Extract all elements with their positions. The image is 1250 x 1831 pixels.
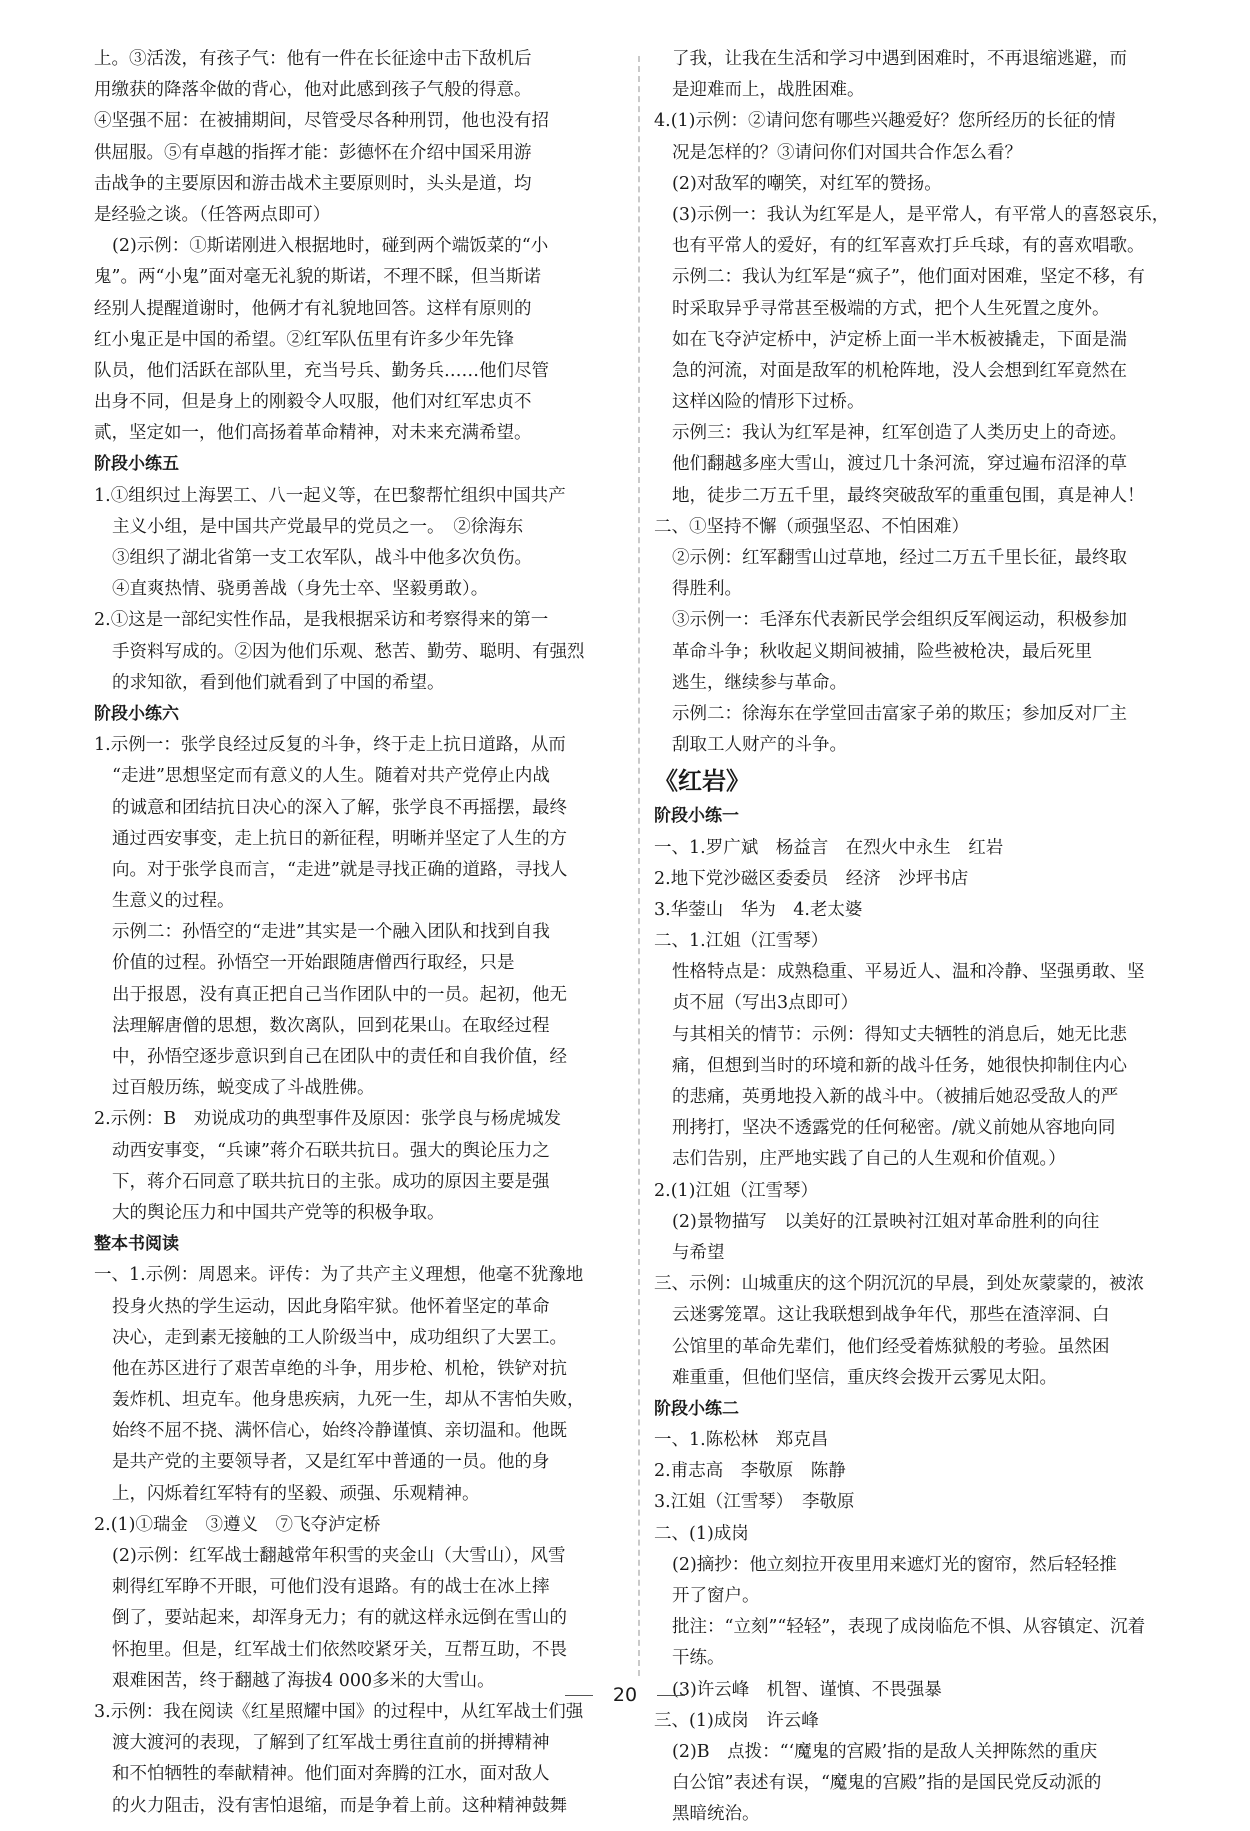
text-line: 开了窗户。	[672, 1586, 760, 1606]
column-divider	[638, 56, 640, 1676]
text-line: 一、1.陈松林 郑克昌	[654, 1430, 829, 1451]
text-line: 过百般历练，蜕变成了斗战胜佛。	[112, 1078, 375, 1099]
section-heading: 阶段小练一	[654, 806, 739, 827]
text-line: 投身火热的学生运动，因此身陷牢狱。他怀着坚定的革命	[112, 1296, 550, 1317]
text-line: 通过西安事变，走上抗日的新征程，明晰并坚定了人生的方	[112, 828, 567, 849]
text-line: 是共产党的主要领导者，又是红军中普通的一员。他的身	[112, 1452, 550, 1473]
text-line: 痛，但想到当时的环境和新的战斗任务，她很快抑制住内心	[672, 1055, 1127, 1076]
text-line: ③示例一：毛泽东代表新民学会组织反军阀运动，积极参加	[672, 610, 1127, 631]
text-line: 性格特点是：成熟稳重、平易近人、温和冷静、坚强勇敢、坚	[672, 962, 1145, 983]
text-line: 和不怕牺牲的奉献精神。他们面对奔腾的江水，面对敌人	[112, 1764, 550, 1785]
text-line: 二、①坚持不懈（顽强坚忍、不怕困难）	[654, 516, 969, 537]
text-line: 队员，他们活跃在部队里，充当号兵、勤务兵……他们尽管	[94, 360, 549, 381]
text-line: 的诚意和团结抗日决心的深入了解，张学良不再摇摆，最终	[112, 797, 567, 818]
left-column	[94, 44, 624, 1822]
text-line: 3.华蓥山 华为 4.老太婆	[654, 899, 863, 920]
text-line: 示例三：我认为红军是神，红军创造了人类历史上的奇迹。	[672, 423, 1127, 444]
text-line: 白公馆”表述有误，“魔鬼的宫殿”指的是国民党反动派的	[672, 1773, 1102, 1794]
text-line: 上，闪烁着红军特有的坚毅、顽强、乐观精神。	[112, 1483, 480, 1504]
text-line: 示例二：我认为红军是“疯子”，他们面对困难，坚定不移，有	[672, 267, 1145, 288]
text-line: 他在苏区进行了艰苦卓绝的斗争，用步枪、机枪，铁铲对抗	[112, 1358, 567, 1379]
page-footer	[0, 1684, 1250, 1706]
page-number: 20	[612, 1684, 638, 1706]
text-line: 2.地下党沙磁区委委员 经济 沙坪书店	[654, 868, 969, 889]
text-line: 三、(1)成岗 许云峰	[654, 1710, 819, 1731]
text-line: 动西安事变，“兵谏”蒋介石联共抗日。强大的舆论压力之	[112, 1140, 550, 1161]
text-line: 志们告别，庄严地实践了自己的人生观和价值观。）	[672, 1149, 1066, 1170]
section-heading: 《红岩》	[654, 767, 750, 796]
text-line: ②示例：红军翻雪山过草地，经过二万五千里长征，最终取	[672, 548, 1127, 568]
text-line: 的火力阻击，没有害怕退缩，而是争着上前。这种精神鼓舞	[112, 1795, 567, 1816]
text-line: 是迎难而上，战胜困难。	[672, 80, 865, 101]
text-line: ③组织了湖北省第一支工农军队，战斗中他多次负伤。	[112, 548, 532, 568]
text-line: 与其相关的情节：示例：得知丈夫牺牲的消息后，她无比悲	[672, 1024, 1127, 1045]
text-line: 时采取异乎寻常甚至极端的方式，把个人生死置之度外。	[672, 298, 1110, 319]
text-line: 的悲痛，英勇地投入新的战斗中。（被捕后她忍受敌人的严	[672, 1087, 1119, 1107]
text-line: 逃生，继续参与革命。	[672, 672, 847, 693]
text-line: 地，徒步二万五千里，最终突破敌军的重重包围，真是神人！	[672, 485, 1145, 506]
text-line: 1.示例一：张学良经过反复的斗争，终于走上抗日道路，从而	[94, 735, 566, 756]
text-line: 2.①这是一部纪实性作品，是我根据采访和考察得来的第一	[94, 610, 549, 631]
text-line: 黑暗统治。	[672, 1804, 760, 1825]
text-line: 了我，让我在生活和学习中遇到困难时，不再退缩逃避，而	[672, 49, 1127, 69]
section-heading: 阶段小练五	[94, 454, 179, 475]
text-line: 云迷雾笼罩。这让我联想到战争年代，那些在渣滓洞、白	[672, 1305, 1110, 1326]
text-line: 公馆里的革命先辈们，他们经受着炼狱般的考验。虽然困	[672, 1336, 1110, 1357]
text-line: 轰炸机、坦克车。他身患疾病，九死一生，却从不害怕失败，	[112, 1390, 585, 1411]
text-line: 这样凶险的情形下过桥。	[672, 392, 865, 413]
right-column	[654, 44, 1184, 1831]
text-line: (2)示例：①斯诺刚进入根据地时，碰到两个端饭菜的“小	[112, 236, 549, 257]
footer-dash-right	[657, 1695, 685, 1696]
footer-dash-left	[565, 1695, 593, 1696]
text-line: 2.(1)江姐（江雪琴）	[654, 1180, 818, 1201]
text-line: 急的河流，对面是敌军的机枪阵地，没人会想到红军竟然在	[672, 360, 1127, 381]
text-line: 干练。	[672, 1648, 725, 1669]
text-line: 贰，坚定如一，他们高扬着革命精神，对未来充满希望。	[94, 423, 532, 444]
text-line: (2)景物描写 以美好的江景映衬江姐对革命胜利的向往	[672, 1211, 1100, 1232]
text-line: 是经验之谈。（任答两点即可）	[94, 204, 331, 225]
text-line: 鬼”。两“小鬼”面对毫无礼貌的斯诺，不理不睬，但当斯诺	[94, 267, 541, 288]
text-line: 刑拷打，坚决不透露党的任何秘密。/就义前她从容地向同	[672, 1118, 1116, 1139]
text-line: 供屈服。⑤有卓越的指挥才能：彭德怀在介绍中国采用游	[94, 142, 532, 163]
text-line: 如在飞夺泸定桥中，泸定桥上面一半木板被撬走，下面是湍	[672, 329, 1127, 350]
text-line: 2.甫志高 李敬原 陈静	[654, 1461, 846, 1482]
text-line: 示例二：孙悟空的“走进”其实是一个融入团队和找到自我	[112, 922, 550, 943]
text-line: “走进”思想坚定而有意义的人生。随着对共产党停止内战	[112, 766, 550, 787]
text-line: 难重重，但他们坚信，重庆终会拨开云雾见太阳。	[672, 1367, 1057, 1388]
text-line: 决心，走到素无接触的工人阶级当中，成功组织了大罢工。	[112, 1327, 567, 1348]
text-line: 怀抱里。但是，红军战士们依然咬紧牙关，互帮互助，不畏	[112, 1639, 567, 1660]
section-heading: 阶段小练六	[94, 703, 179, 724]
text-line: 红小鬼正是中国的希望。②红军队伍里有许多少年先锋	[94, 329, 514, 350]
section-heading: 阶段小练二	[654, 1398, 739, 1419]
text-line: 生意义的过程。	[112, 891, 235, 912]
text-line: 下，蒋介石同意了联共抗日的主张。成功的原因主要是强	[112, 1171, 550, 1192]
text-line: 出于报恩，没有真正把自己当作团队中的一员。起初，他无	[112, 984, 567, 1005]
text-line: 况是怎样的？③请问你们对国共合作怎么看？	[672, 142, 1022, 163]
text-line: (3)许云峰 机智、谨慎、不畏强暴	[672, 1679, 942, 1700]
text-line: 3.示例：我在阅读《红星照耀中国》的过程中，从红军战士们强	[94, 1701, 584, 1722]
text-line: 价值的过程。孙悟空一开始跟随唐僧西行取经，只是	[112, 953, 515, 974]
text-line: 渡大渡河的表现，了解到了红军战士勇往直前的拼搏精神	[112, 1733, 550, 1754]
text-line: 艰难困苦，终于翻越了海拔4 000多米的大雪山。	[112, 1670, 495, 1691]
text-line: 二、(1)成岗	[654, 1523, 749, 1544]
text-line: 示例二：徐海东在学堂回击富家子弟的欺压；参加反对厂主	[672, 703, 1127, 724]
text-line: 始终不屈不挠、满怀信心，始终冷静谨慎、亲切温和。他既	[112, 1421, 567, 1442]
text-line: 倒了，要站起来，却浑身无力；有的就这样永远倒在雪山的	[112, 1608, 567, 1629]
text-line: ④直爽热情、骁勇善战（身先士卒、坚毅勇敢）。	[112, 579, 489, 600]
text-line: (2)摘抄：他立刻拉开夜里用来遮灯光的窗帘，然后轻轻推	[672, 1554, 1117, 1575]
text-line: 中，孙悟空逐步意识到自己在团队中的责任和自我价值，经	[112, 1047, 567, 1067]
text-line: 他们翻越多座大雪山，渡过几十条河流，穿过遍布沼泽的草	[672, 454, 1127, 475]
text-line: 2.示例：B 劝说成功的典型事件及原因：张学良与杨虎城发	[94, 1109, 562, 1130]
text-line: 1.①组织过上海罢工、八一起义等，在巴黎帮忙组织中国共产	[94, 485, 566, 506]
text-line: 出身不同，但是身上的刚毅令人叹服，他们对红军忠贞不	[94, 392, 532, 413]
text-line: 手资料写成的。②因为他们乐观、愁苦、勤劳、聪明、有强烈	[112, 641, 585, 662]
text-line: 击战争的主要原因和游击战术主要原则时，头头是道，均	[94, 173, 532, 194]
text-line: 革命斗争；秋收起义期间被捕，险些被枪决，最后死里	[672, 641, 1092, 662]
text-line: 主义小组，是中国共产党最早的党员之一。 ②徐海东	[112, 516, 524, 537]
text-line: (2)B 点拨：“‘魔鬼的宫殿’指的是敌人关押陈然的重庆	[672, 1741, 1098, 1762]
text-line: (2)对敌军的嘲笑，对红军的赞扬。	[672, 173, 942, 194]
text-line: (2)示例：红军战士翻越常年积雪的夹金山（大雪山），风雪	[112, 1546, 566, 1566]
text-line: 得胜利。	[672, 579, 742, 600]
text-line: 刮取工人财产的斗争。	[672, 735, 847, 756]
text-line: 一、1.示例：周恩来。评传：为了共产主义理想，他毫不犹豫地	[94, 1265, 584, 1286]
text-line: 二、1.江姐（江雪琴）	[654, 931, 829, 952]
text-line: 2.(1)①瑞金 ③遵义 ⑦飞夺泸定桥	[94, 1514, 381, 1535]
text-line: 经别人提醒道谢时，他俩才有礼貌地回答。这样有原则的	[94, 298, 532, 319]
text-line: 也有平常人的爱好，有的红军喜欢打乒乓球，有的喜欢唱歌。	[672, 236, 1145, 257]
text-line: ④坚强不屈：在被捕期间，尽管受尽各种刑罚，他也没有招	[94, 111, 549, 132]
text-line: 与希望	[672, 1242, 725, 1263]
text-line: 贞不屈（写出3点即可）	[672, 993, 859, 1014]
section-heading: 整本书阅读	[94, 1234, 179, 1255]
text-line: 三、示例：山城重庆的这个阴沉沉的早晨，到处灰蒙蒙的，被浓	[654, 1274, 1144, 1295]
text-line: 法理解唐僧的思想，数次离队，回到花果山。在取经过程	[112, 1015, 550, 1036]
text-line: 的求知欲，看到他们就看到了中国的希望。	[112, 672, 445, 693]
text-line: 批注：“立刻”“轻轻”，表现了成岗临危不惧、从容镇定、沉着	[672, 1617, 1146, 1638]
text-line: 向。对于张学良而言，“走进”就是寻找正确的道路，寻找人	[112, 859, 568, 880]
text-line: 上。③活泼，有孩子气：他有一件在长征途中击下敌机后	[94, 49, 532, 69]
text-line: 大的舆论压力和中国共产党等的积极争取。	[112, 1202, 445, 1223]
text-line: 4.(1)示例：②请问您有哪些兴趣爱好？您所经历的长征的情	[654, 111, 1116, 132]
text-line: 一、1.罗广斌 杨益言 在烈火中永生 红岩	[654, 837, 1004, 858]
text-line: (3)示例一：我认为红军是人，是平常人，有平常人的喜怒哀乐，	[672, 204, 1170, 225]
text-line: 刺得红军睁不开眼，可他们没有退路。有的战士在冰上摔	[112, 1577, 550, 1598]
text-line: 3.江姐（江雪琴） 李敬原	[654, 1492, 855, 1513]
text-line: 用缴获的降落伞做的背心，他对此感到孩子气般的得意。	[94, 80, 532, 101]
